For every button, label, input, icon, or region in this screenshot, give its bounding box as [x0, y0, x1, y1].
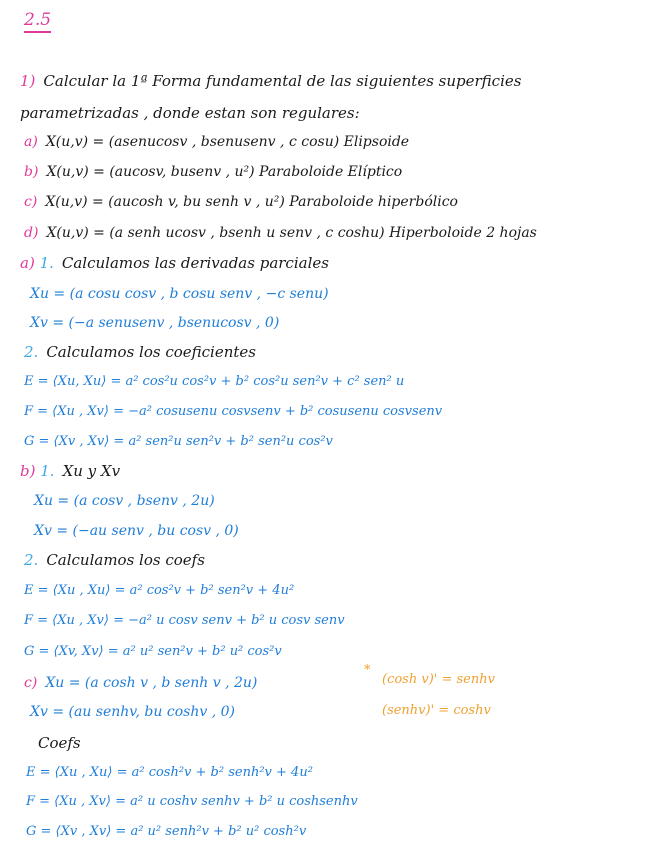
solution-b-coef-e: E = ⟨Xu , Xu⟩ = a² cos²v + b² sen²v + 4u² — [24, 583, 295, 598]
step-text: Calculamos los coefs — [46, 551, 205, 569]
solution-a-xv: Xv = (−a senusenv , bsenucosv , 0) — [30, 315, 280, 331]
solution-a-coef-f: F = ⟨Xu , Xv⟩ = −a² cosusenu cosvsenv + b² cosusenu cosvsenv — [24, 404, 443, 419]
solution-c-coef-f: F = ⟨Xu , Xv⟩ = a² u coshv senhv + b² u coshsenhv — [26, 794, 358, 809]
solution-a-label: a) — [20, 254, 35, 272]
solution-b-xv: Xv = (−au senv , bu cosv , 0) — [34, 523, 239, 539]
solution-a-coef-e: E = ⟨Xu, Xu⟩ = a² cos²u cos²v + b² cos²u sen²v + c² sen² u — [24, 374, 405, 389]
problem-number: 1) — [20, 72, 36, 90]
solution-a-coef-g: G = ⟨Xv , Xv⟩ = a² sen²u sen²v + b² sen²u cos²v — [24, 434, 333, 449]
problem-statement-line-2: parametrizadas , donde estan son regulares: — [20, 104, 360, 122]
solution-b-step-1 — [20, 464, 120, 479]
solution-b-label: b) — [20, 462, 36, 480]
problem-item-text: X(u,v) = (aucosv, busenv , u²) Paraboloide Elíptico — [46, 164, 403, 180]
problem-statement-line-1 — [20, 74, 521, 89]
step-number: 1. — [39, 254, 54, 272]
solution-b-step-2 — [24, 553, 205, 568]
solution-b-coef-g: G = ⟨Xv, Xv⟩ = a² u² sen²v + b² u² cos²v — [24, 644, 282, 659]
problem-item-label: c) — [24, 194, 38, 210]
page-title: 2.5 — [24, 12, 51, 33]
step-text: Xu y Xv — [62, 462, 121, 480]
step-text: Calculamos los coeficientes — [46, 343, 256, 361]
solution-a-step-1 — [20, 256, 329, 271]
problem-item-b — [24, 165, 402, 179]
step-number: 2. — [24, 551, 39, 569]
problem-statement-1: Calcular la 1ª Forma fundamental de las siguientes superficies — [43, 72, 522, 90]
step-text: Calculamos las derivadas parciales — [61, 254, 329, 272]
solution-b-xu: Xu = (a cosv , bsenv , 2u) — [34, 493, 215, 509]
step-number: 1. — [40, 462, 55, 480]
solution-c-coef-e: E = ⟨Xu , Xu⟩ = a² cosh²v + b² senh²v + 4u² — [26, 765, 313, 780]
solution-c-xv: Xv = (au senhv, bu coshv , 0) — [30, 704, 235, 720]
problem-item-text: X(u,v) = (aucosh v, bu senh v , u²) Paraboloide hiperbólico — [45, 194, 458, 210]
solution-c-label: c) — [24, 675, 38, 691]
problem-item-d — [24, 226, 537, 240]
problem-item-label: a) — [24, 134, 38, 150]
problem-item-text: X(u,v) = (asenucosv , bsenusenv , c cosu) Elipsoide — [45, 134, 410, 150]
derivative-note-senh: (senhv)' = coshv — [382, 703, 491, 718]
solution-c-coefs-label: Coefs — [38, 734, 81, 752]
problem-item-label: b) — [24, 164, 39, 180]
problem-item-text: X(u,v) = (a senh ucosv , bsenh u senv , c coshu) Hiperboloide 2 hojas — [46, 225, 537, 241]
solution-c-coef-g: G = ⟨Xv , Xv⟩ = a² u² senh²v + b² u² cosh²v — [26, 824, 307, 839]
solution-c-xu-text: Xu = (a cosh v , b senh v , 2u) — [45, 675, 258, 691]
solution-a-step-2 — [24, 345, 256, 360]
solution-b-coef-f: F = ⟨Xu , Xv⟩ = −a² u cosv senv + b² u cosv senv — [24, 613, 345, 628]
step-number: 2. — [24, 343, 39, 361]
note-star: * — [364, 663, 371, 678]
problem-item-a — [24, 135, 409, 149]
problem-item-label: d) — [24, 225, 39, 241]
solution-a-xu: Xu = (a cosu cosv , b cosu senv , −c senu) — [30, 286, 329, 302]
problem-item-c — [24, 195, 458, 209]
derivative-note-cosh: (cosh v)' = senhv — [382, 672, 495, 687]
solution-c-xu — [24, 676, 257, 690]
